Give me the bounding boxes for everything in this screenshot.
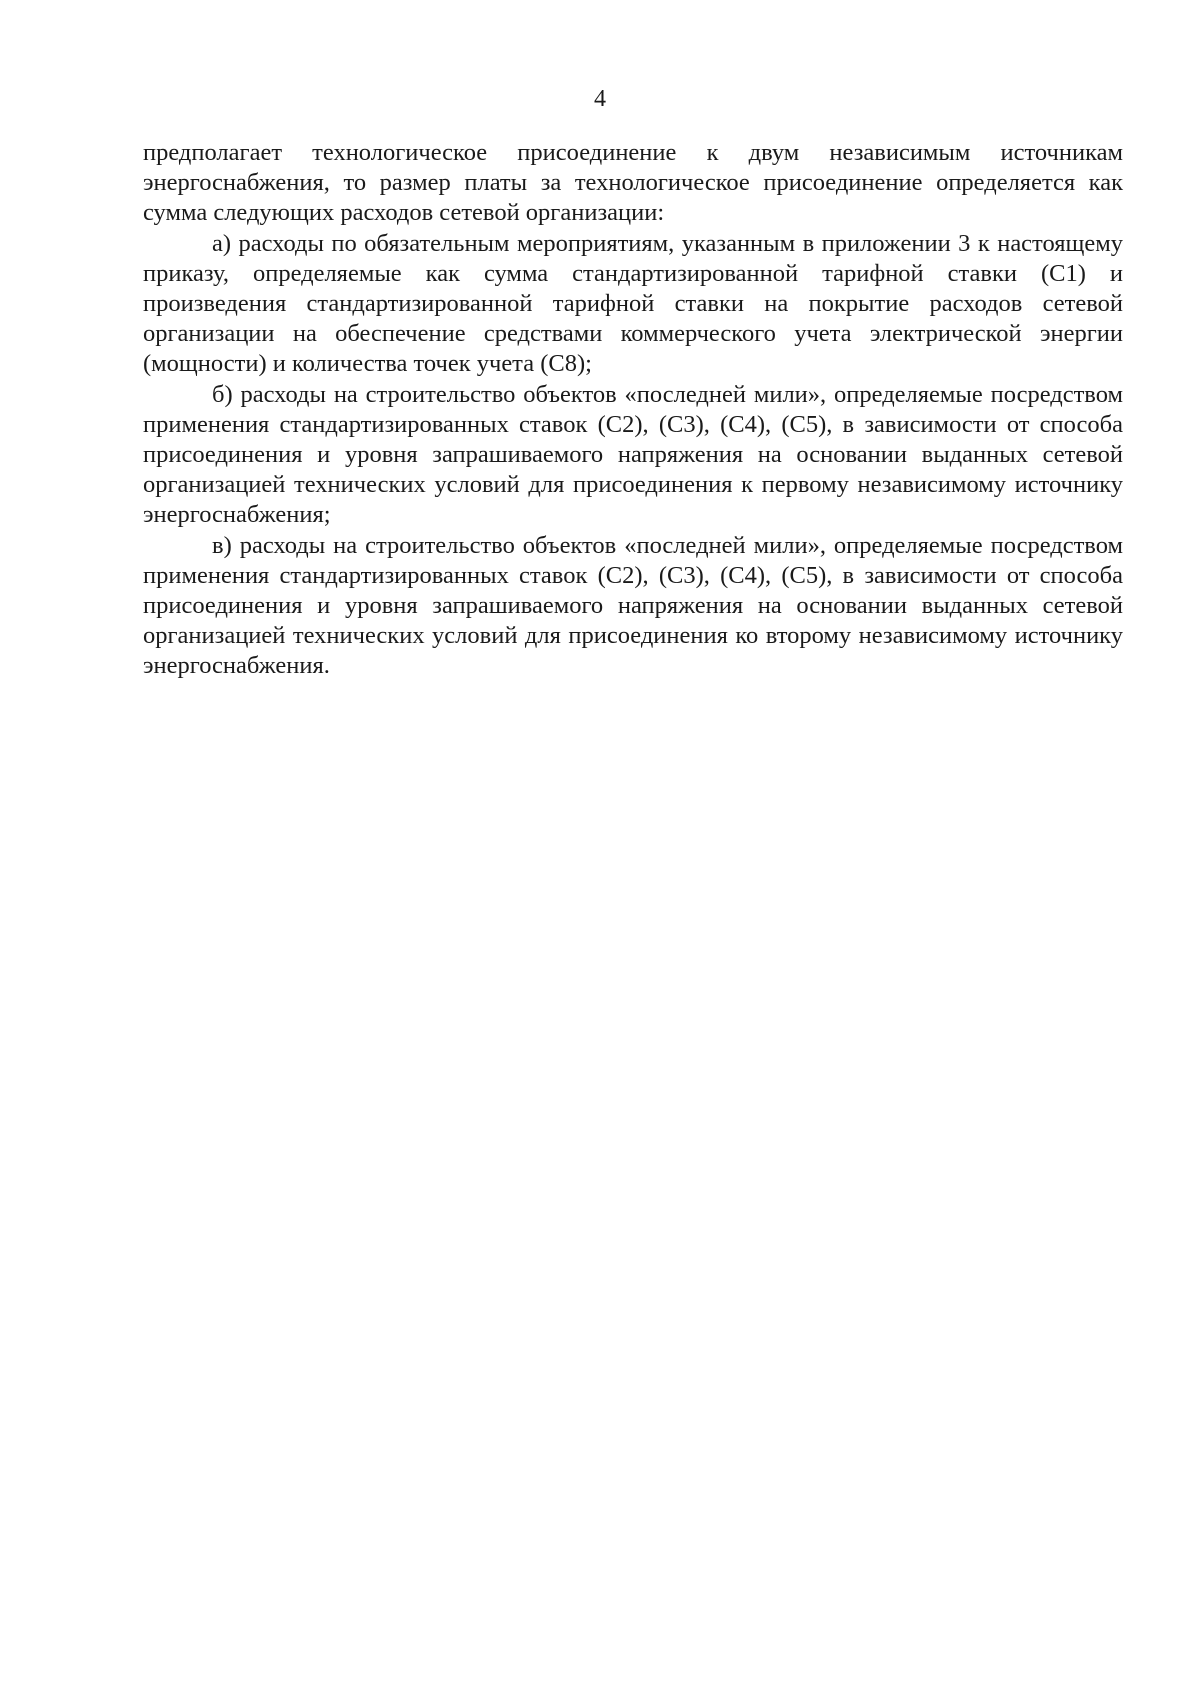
paragraph-intro-continuation: предполагает технологическое присоединение к двум независимым источникам энергоснабжения, то размер платы за технологическое присоединение определяется как сумма следующих расходов сетевой организации: xyxy=(143,139,1123,227)
paragraph-item-v: в) расходы на строительство объектов «последней мили», определяемые посредством применения стандартизированных ставок (С2), (С3), (С4), (С5), в зависимости от способа присоединения и уровня запрашиваемого напряжения на основании выданных сетевой организацией технических условий для присоединения ко второму независимому источнику энергоснабжения. xyxy=(143,531,1123,680)
paragraph-item-b: б) расходы на строительство объектов «последней мили», определяемые посредством применения стандартизированных ставок (С2), (С3), (С4), (С5), в зависимости от способа присоединения и уровня запрашиваемого напряжения на основании выданных сетевой организацией технических условий для присоединения к первому независимому источнику энергоснабжения; xyxy=(143,380,1123,529)
paragraph-item-a: а) расходы по обязательным мероприятиям, указанным в приложении 3 к настоящему приказу, определяемые как сумма стандартизированной тарифной ставки (С1) и произведения стандартизированной тарифной ставки на покрытие расходов сетевой организации на обеспечение средствами коммерческого учета электрической энергии (мощности) и количества точек учета (С8); xyxy=(143,229,1123,378)
document-body xyxy=(143,138,1123,682)
page-number: 4 xyxy=(594,86,606,112)
